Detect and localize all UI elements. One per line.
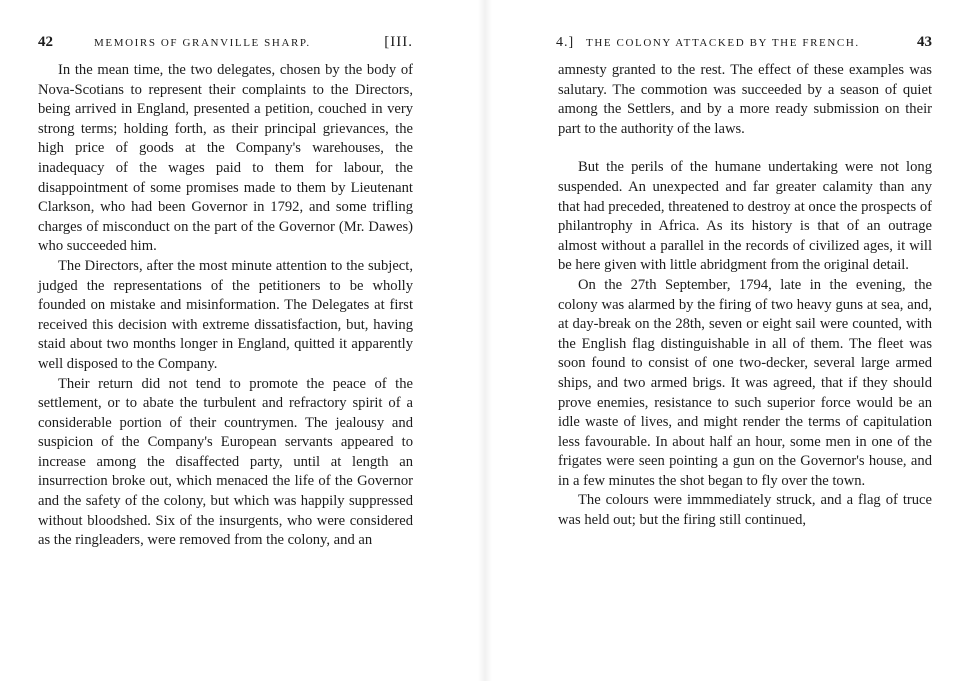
- right-chapter-mark: 4.]: [556, 35, 575, 50]
- paragraph: Their return did not tend to promote the peace of the settlement, or to abate the turbulent and refractory spirit of a considerable portion of their countrymen. The jealousy and suspicion of the Company's European servants appeared to increase among the disaffected party, until at length an insurrection broke out, which menaced the life of the Governor and the safety of the colony, but which was happily suppressed without bloodshed. Six of the insurgents, who were considered as the ringleaders, were removed from the colony, and an: [38, 375, 413, 549]
- right-running-title: THE COLONY ATTACKED BY THE FRENCH.: [586, 37, 860, 49]
- right-page: [490, 0, 980, 681]
- paragraph: In the mean time, the two delegates, chosen by the body of Nova-Scotians to represent their complaints to the Directors, being arrived in England, presented a petition, couched in very strong terms; holding forth, as their principal grievances, the high price of goods at the Company's warehouses, the inadequacy of the wages paid to them for labour, the disappointment of some promises made to them by Lieutenant Clarkson, who had been Governor in 1792, and some trifling charges of misconduct on the part of the Governor (Mr. Dawes) who succeeded him.: [38, 62, 413, 255]
- left-page-body: [38, 61, 413, 551]
- section-break: [558, 139, 932, 158]
- paragraph: The colours were immmediately struck, and a flag of truce was held out; but the firing still continued,: [558, 492, 932, 529]
- right-page-body: [558, 61, 932, 531]
- left-chapter-mark: [III.: [384, 34, 413, 50]
- left-page: [0, 0, 480, 681]
- paragraph: But the perils of the humane undertaking were not long suspended. An unexpected and far greater calamity than any that had preceded, threatened to destroy at once the prospects of philantrophy in Africa. As its history is that of an outrage almost without a parallel in the records of civilized ages, it will be here given with little abridgment from the original detail.: [558, 159, 933, 274]
- left-page-header: [38, 34, 413, 54]
- paragraph: The Directors, after the most minute attention to the subject, judged the representations of the petitioners to be wholly founded on mistake and misinformation. The Delegates at first received this decision with extreme dissatisfaction, but, having staid about two months longer in England, quitted it apparently well disposed to the Company.: [38, 257, 413, 372]
- left-page-number: 42: [38, 34, 53, 50]
- right-page-header: [556, 34, 932, 54]
- paragraph: On the 27th September, 1794, late in the evening, the colony was alarmed by the firing of two heavy guns at sea, and, at day-break on the 28th, seven or eight sail were counted, with the English flag distinguishable in all of them. The fleet was soon found to consist of one two-decker, several large armed ships, and two armed brigs. It was agreed, that if they should prove enemies, resistance to such superior force would be an idle waste of lives, and might render the terms of capitulation less favourable. In about half an hour, some men in one of the frigates were seen pointing a gun on the Governor's house, and in a few minutes the shot began to fly over the town.: [558, 276, 932, 489]
- paragraph: amnesty granted to the rest. The effect of these examples was salutary. The commotion was succeeded by a season of quiet among the Settlers, and by a more ready submission on their part to the authority of the laws.: [558, 62, 932, 137]
- right-page-number: 43: [917, 34, 932, 50]
- left-running-title: MEMOIRS OF GRANVILLE SHARP.: [94, 37, 311, 49]
